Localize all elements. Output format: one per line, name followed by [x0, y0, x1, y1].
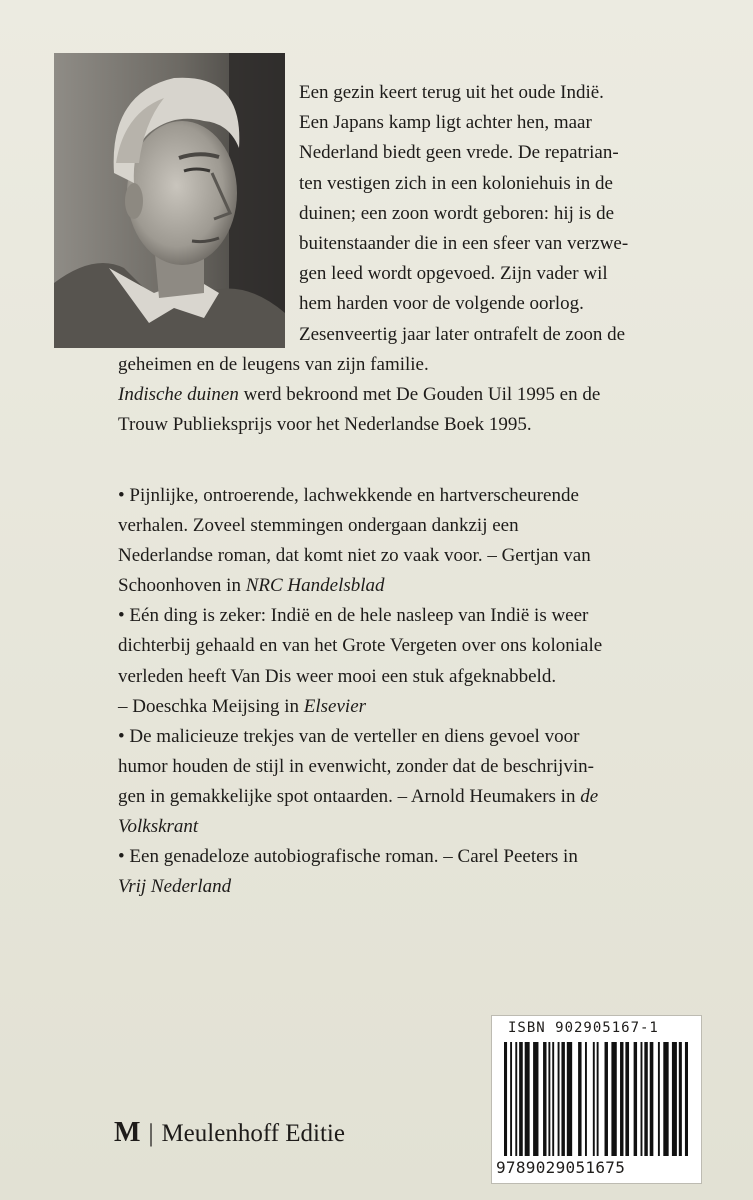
- barcode-bar: [585, 1042, 587, 1156]
- blurb-line: duinen; een zoon wordt geboren: hij is de: [299, 202, 615, 224]
- barcode-bar: [679, 1042, 682, 1156]
- barcode-bars: [502, 1042, 690, 1156]
- barcode-bar: [558, 1042, 560, 1156]
- isbn-label: ISBN 902905167-1: [508, 1020, 659, 1036]
- review-line: • Een genadeloze autobiografische roman. – Carel Peeters in: [118, 846, 578, 868]
- barcode-bar: [510, 1042, 512, 1156]
- review-line: • Pijnlijke, ontroerende, lachwekkende en hartverscheurende: [118, 485, 579, 506]
- review-source: NRC Handelsblad: [245, 575, 385, 597]
- review-line: Nederlandse roman, dat komt niet zo vaak voor. – Gertjan van: [118, 545, 591, 567]
- barcode-bar: [663, 1042, 668, 1156]
- barcode-bar: [597, 1042, 599, 1156]
- barcode-bar: [515, 1042, 517, 1156]
- book-title: Indische duinen: [118, 383, 239, 405]
- review-attribution: Schoonhoven in: [118, 575, 246, 597]
- blurb-line: hem harden voor de volgende oorlog.: [299, 293, 584, 315]
- blurb-line: [118, 380, 718, 410]
- blurb-line: buitenstaander die in een sfeer van verzwe-: [299, 232, 629, 254]
- review-source: Vrij Nederland: [118, 876, 232, 898]
- review-line: verleden heeft Van Dis weer mooi een stuk afgeknabbeld.: [118, 665, 557, 687]
- barcode-bar: [552, 1042, 554, 1156]
- barcode-bar: [605, 1042, 608, 1156]
- barcode-bar: [658, 1042, 660, 1156]
- review-attribution: gen in gemakkelijke spot ontaarden. – Arnold Heumakers in: [118, 785, 581, 807]
- blurb-line: Een gezin keert terug uit het oude Indië.: [299, 82, 604, 103]
- blurb-line: Zesenveertig jaar later ontrafelt de zoon de: [299, 323, 625, 345]
- blurb-line: Nederland biedt geen vrede. De repatrian-: [299, 142, 619, 164]
- review-line: [118, 782, 718, 812]
- barcode-bar: [650, 1042, 654, 1156]
- press-reviews: [118, 481, 718, 902]
- review-line: [118, 872, 718, 902]
- review-source: Elsevier: [303, 695, 367, 717]
- barcode-bar: [611, 1042, 616, 1156]
- barcode-bar: [625, 1042, 629, 1156]
- barcode-bar: [543, 1042, 546, 1156]
- barcode-bar: [533, 1042, 538, 1156]
- review-source: Volkskrant: [118, 816, 199, 838]
- review-line: dichterbij gehaald en van het Grote Vergeten over ons koloniale: [118, 635, 603, 657]
- barcode-bar: [561, 1042, 564, 1156]
- review-line: humor houden de stijl in evenwicht, zonder dat de beschrijvin-: [118, 755, 594, 777]
- ean-digits: 9789029051675: [496, 1158, 626, 1177]
- barcode-bar: [620, 1042, 623, 1156]
- barcode-bar: [548, 1042, 550, 1156]
- barcode-bar: [641, 1042, 643, 1156]
- review-line: • De malicieuze trekjes van de verteller en diens gevoel voor: [118, 725, 580, 747]
- blurb-line-rest: werd bekroond met De Gouden Uil 1995 en de: [238, 383, 601, 405]
- blurb-line: Een Japans kamp ligt achter hen, maar: [299, 112, 592, 134]
- barcode-bar: [685, 1042, 688, 1156]
- barcode-bar: [593, 1042, 595, 1156]
- barcode-bar: [578, 1042, 581, 1156]
- publisher-imprint: [114, 1117, 345, 1149]
- review-source: de: [580, 785, 599, 807]
- barcode-bar: [644, 1042, 647, 1156]
- review-line: [118, 692, 718, 722]
- blurb-line: Trouw Publieksprijs voor het Nederlandse Boek 1995.: [118, 414, 532, 436]
- publisher-logo: M: [114, 1117, 141, 1148]
- review-line: verhalen. Zoveel stemmingen ondergaan dankzij een: [118, 515, 519, 537]
- review-line: [118, 812, 718, 842]
- barcode-bar: [672, 1042, 677, 1156]
- review-line: [118, 571, 718, 601]
- review-line: • Eén ding is zeker: Indië en de hele nasleep van Indië is weer: [118, 605, 589, 627]
- publisher-name: Meulenhoff Editie: [161, 1120, 345, 1147]
- barcode-bar: [525, 1042, 530, 1156]
- blurb-line: geheimen en de leugens van zijn familie.: [118, 353, 429, 375]
- barcode-bar: [567, 1042, 572, 1156]
- barcode-bar: [504, 1042, 507, 1156]
- blurb-line: gen leed wordt opgevoed. Zijn vader wil: [299, 263, 608, 285]
- barcode-bar: [519, 1042, 523, 1156]
- barcode-bar: [634, 1042, 637, 1156]
- isbn-barcode: [491, 1015, 702, 1184]
- blurb-text: [118, 78, 718, 440]
- publisher-separator: |: [148, 1120, 154, 1147]
- review-attribution: – Doeschka Meijsing in: [118, 695, 304, 717]
- blurb-line: ten vestigen zich in een koloniehuis in de: [299, 172, 613, 194]
